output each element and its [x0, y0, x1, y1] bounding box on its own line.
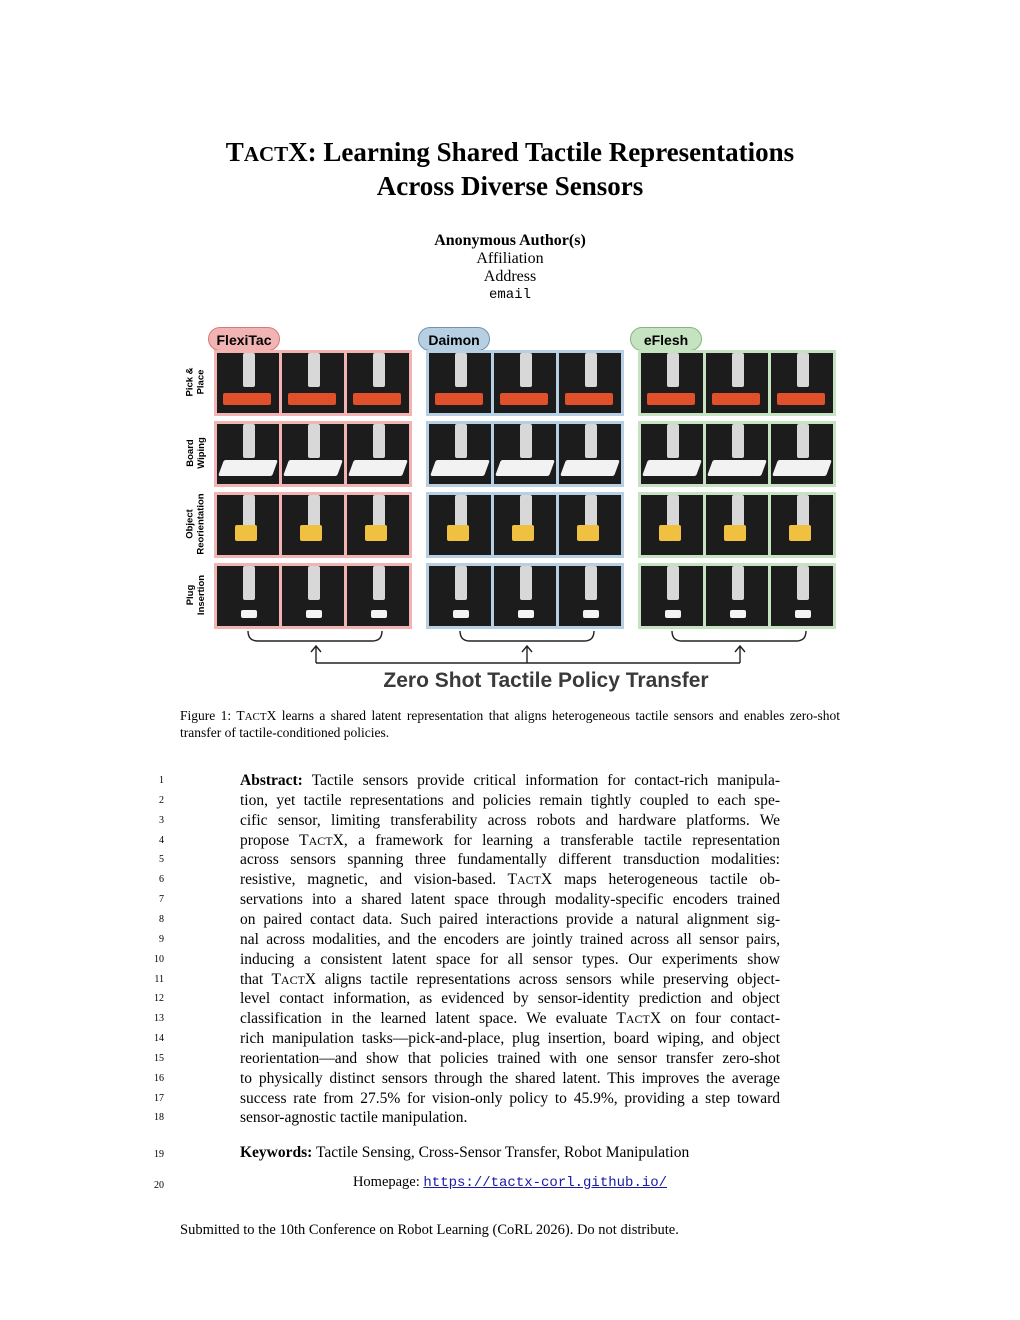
sensor-label-eflesh: eFlesh [630, 327, 702, 351]
paper-title-line2: Across Diverse Sensors [376, 171, 644, 201]
abstract-line: nal across modalities, and the encoders are jointly trained across all sensor pairs, [240, 930, 780, 948]
robot-photo [347, 495, 409, 555]
zero-shot-label: Zero Shot Tactile Policy Transfer [383, 669, 709, 692]
robot-photo [217, 495, 279, 555]
bracket-eflesh [672, 631, 806, 641]
photo-group-row1-sensor2 [426, 350, 624, 416]
robot-photo [217, 353, 279, 413]
robot-photo [559, 353, 621, 413]
arrow-daimon [522, 646, 532, 663]
abstract-line: Abstract: Tactile sensors provide critical information for contact-rich manipula- [240, 772, 780, 789]
robot-photo [559, 424, 621, 484]
homepage-link[interactable]: https://tactx-corl.github.io/ [423, 1175, 668, 1191]
sensor-label-flexitac: FlexiTac [208, 327, 280, 351]
line-number: 14 [154, 1033, 164, 1045]
abstract-line: cific sensor, limiting transferability across robots and hardware platforms. We [240, 811, 780, 829]
homepage: Homepage: https://tactx-corl.github.io/ [352, 1174, 668, 1191]
photo-group-row2-sensor1 [214, 421, 412, 487]
photo-group-row4-sensor3 [638, 563, 836, 629]
robot-photo [282, 424, 344, 484]
bracket-daimon [460, 631, 594, 641]
sensor-label-daimon: Daimon [418, 327, 490, 351]
robot-photo [429, 353, 491, 413]
task-label-pick-place: Pick & Place [184, 367, 207, 397]
line-number: 18 [154, 1112, 164, 1124]
photo-group-row2-sensor3 [638, 421, 836, 487]
abstract-line: servations into a shared latent space through modality-specific encoders trained [240, 891, 780, 909]
line-number: 13 [154, 1013, 164, 1025]
keywords: Keywords: Tactile Sensing, Cross-Sensor Transfer, Robot Manipulation [240, 1144, 690, 1161]
photo-group-row3-sensor2 [426, 492, 624, 558]
bracket-flexitac [248, 631, 382, 641]
task-label-plug-insertion: Plug Insertion [185, 574, 207, 616]
line-number: 11 [154, 973, 164, 985]
line-number: 1 [159, 775, 164, 786]
paper-title: TACTX: Learning Shared Tactile Representations [225, 137, 795, 167]
abstract-line: reorientation—and show that policies trained with one sensor transfer zero-shot [240, 1049, 780, 1067]
photo-group-row1-sensor3 [638, 350, 836, 416]
robot-photo [217, 566, 279, 626]
abstract-line: propose TACTX, a framework for learning a transferable tactile representation [240, 831, 780, 849]
task-label-board-wiping: Board Wiping [184, 437, 207, 469]
robot-photo [771, 353, 833, 413]
photo-group-row4-sensor2 [426, 563, 624, 629]
robot-photo [347, 566, 409, 626]
line-number: 20 [154, 1180, 164, 1191]
photo-group-row4-sensor1 [214, 563, 412, 629]
robot-photo [494, 353, 556, 413]
robot-photo [429, 495, 491, 555]
robot-photo [771, 566, 833, 626]
robot-photo [347, 353, 409, 413]
line-number: 5 [159, 854, 164, 866]
transfer-brackets [0, 625, 1020, 670]
task-label-object-reorientation: Object Reorientation [185, 493, 208, 555]
line-number: 17 [154, 1092, 164, 1104]
robot-photo [641, 566, 703, 626]
photo-group-row3-sensor1 [214, 492, 412, 558]
robot-photo [282, 566, 344, 626]
robot-photo [706, 495, 768, 555]
footer-note: Submitted to the 10th Conference on Robot Learning (CoRL 2026). Do not distribute. [180, 1222, 679, 1238]
robot-photo [559, 566, 621, 626]
abstract-line: that TACTX aligns tactile representations across sensors while preserving object- [240, 970, 780, 988]
abstract-line: rich manipulation tasks—pick-and-place, plug insertion, board wiping, and object [240, 1030, 780, 1048]
email: email [488, 287, 531, 303]
robot-photo [706, 566, 768, 626]
abstract-line: resistive, magnetic, and vision-based. TACTX maps heterogeneous tactile ob- [240, 871, 780, 889]
line-number: 9 [159, 933, 164, 945]
robot-photo [347, 424, 409, 484]
robot-photo [771, 424, 833, 484]
robot-photo [494, 495, 556, 555]
abstract-line: success rate from 27.5% for vision-only policy to 45.9%, providing a step toward [240, 1089, 780, 1107]
robot-photo [429, 424, 491, 484]
abstract-line: tion, yet tactile representations and policies remain tightly coupled to each spe- [240, 791, 780, 809]
arrow-flexitac [311, 646, 321, 663]
robot-photo [706, 353, 768, 413]
arrow-eflesh [735, 646, 745, 663]
line-number: 3 [159, 814, 164, 826]
abstract-line: on paired contact data. Such paired interactions provide a natural alignment sig- [240, 910, 780, 928]
abstract-line: sensor-agnostic tactile manipulation. [240, 1109, 468, 1127]
robot-photo [559, 495, 621, 555]
abstract-line: inducing a consistent latent space for all sensor types. Our experiments show [240, 950, 780, 968]
affiliation: Affiliation [476, 250, 544, 267]
abstract-line: classification in the learned latent space. We evaluate TACTX on four contact- [240, 1010, 780, 1028]
line-number: 4 [159, 834, 164, 846]
line-number: 10 [154, 953, 164, 965]
robot-photo [217, 424, 279, 484]
robot-photo [641, 353, 703, 413]
robot-photo [494, 424, 556, 484]
figure-caption: Figure 1: TACTX learns a shared latent representation that aligns heterogeneous tactile sensors and enables zero-shot transfer of tactile-conditioned policies. [180, 708, 841, 740]
line-number: 2 [159, 794, 164, 806]
line-number: 12 [154, 993, 164, 1005]
abstract-line: level contact information, as evidenced by sensor-identity prediction and object [240, 990, 780, 1008]
author: Anonymous Author(s) [434, 232, 586, 249]
address: Address [483, 268, 537, 285]
line-number: 6 [159, 874, 164, 886]
robot-photo [641, 424, 703, 484]
robot-photo [706, 424, 768, 484]
robot-photo [282, 353, 344, 413]
line-number: 8 [159, 913, 164, 925]
line-number: 19 [154, 1149, 164, 1160]
robot-photo [282, 495, 344, 555]
photo-group-row3-sensor3 [638, 492, 836, 558]
abstract-line: across sensors spanning three fundamentally different transduction modalities: [240, 851, 780, 869]
line-number: 15 [154, 1052, 164, 1064]
robot-photo [771, 495, 833, 555]
robot-photo [494, 566, 556, 626]
abstract-line: to physically distinct sensors through the shared latent. This improves the average [240, 1069, 780, 1087]
robot-photo [429, 566, 491, 626]
photo-group-row1-sensor1 [214, 350, 412, 416]
robot-photo [641, 495, 703, 555]
line-number: 7 [159, 894, 164, 906]
line-number: 16 [154, 1072, 164, 1084]
photo-group-row2-sensor2 [426, 421, 624, 487]
